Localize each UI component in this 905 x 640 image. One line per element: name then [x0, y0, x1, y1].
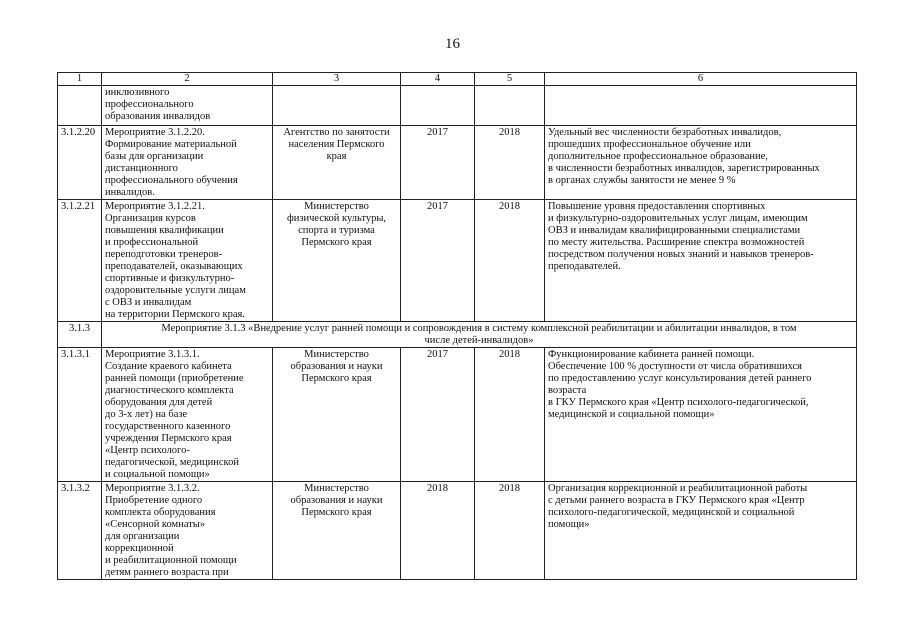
measure-cell: инклюзивного профессионального образования инвалидов [102, 86, 273, 126]
end-year-cell: 2018 [475, 200, 545, 322]
measure-cell: Мероприятие 3.1.2.21. Организация курсов повышения квалификации и профессиональной переподготовки тренеров- преподавателей, оказывающих спортивные и физкультурно- оздоровительные услуги лицам с ОВЗ и инвалидам на территории Пермского края. [102, 200, 273, 322]
end-year-cell: 2018 [475, 126, 545, 200]
executor-cell: Агентство по занятости населения Пермского края [273, 126, 401, 200]
header-col-6: 6 [545, 73, 857, 86]
result-cell: Повышение уровня предоставления спортивных и физкультурно-оздоровительных услуг лицам, имеющим ОВЗ и инвалидам квалифицированными специалистами по месту жительства. Расширение спектра возможностей посредством получения новых знаний и навыков тренеров- преподавателей. [545, 200, 857, 322]
executor-cell: Министерство образования и науки Пермского края [273, 482, 401, 580]
executor-cell: Министерство физической культуры, спорта и туризма Пермского края [273, 200, 401, 322]
row-number [58, 86, 102, 126]
table-row [58, 86, 857, 126]
section-row [58, 322, 857, 348]
end-year-cell [475, 86, 545, 126]
start-year-cell: 2017 [401, 348, 475, 482]
start-year-cell: 2017 [401, 126, 475, 200]
end-year-cell: 2018 [475, 482, 545, 580]
start-year-cell: 2018 [401, 482, 475, 580]
row-number: 3.1.3.2 [58, 482, 102, 580]
measure-cell: Мероприятие 3.1.3.2. Приобретение одного комплекта оборудования «Сенсорной комнаты» для организации коррекционной и реабилитационной помощи детям раннего возраста при [102, 482, 273, 580]
table-row [58, 482, 857, 580]
result-cell: Функционирование кабинета ранней помощи. Обеспечение 100 % доступности от числа обратившихся по предоставлению услуг консультирования детей раннего возраста в ГКУ Пермского края «Центр психолого-педагогической, медицинской и социальной помощи» [545, 348, 857, 482]
executor-cell [273, 86, 401, 126]
measure-cell: Мероприятие 3.1.3.1. Создание краевого кабинета ранней помощи (приобретение диагностического комплекта оборудования для детей до 3-х лет) на базе государственного казенного учреждения Пермского края «Центр психолого- педагогической, медицинской и социальной помощи» [102, 348, 273, 482]
header-col-4: 4 [401, 73, 475, 86]
program-table [57, 72, 857, 580]
header-col-5: 5 [475, 73, 545, 86]
header-col-1: 1 [58, 73, 102, 86]
row-number: 3.1.2.20 [58, 126, 102, 200]
row-number: 3.1.2.21 [58, 200, 102, 322]
measure-cell: Мероприятие 3.1.2.20. Формирование материальной базы для организации дистанционного профессионального обучения инвалидов. [102, 126, 273, 200]
row-number: 3.1.3.1 [58, 348, 102, 482]
table-header-row [58, 73, 857, 86]
result-cell: Удельный вес численности безработных инвалидов, прошедших профессиональное обучение или дополнительное профессиональное образование, в численности безработных инвалидов, зарегистрированных в органах службы занятости не менее 9 % [545, 126, 857, 200]
header-col-2: 2 [102, 73, 273, 86]
start-year-cell [401, 86, 475, 126]
header-col-3: 3 [273, 73, 401, 86]
executor-cell: Министерство образования и науки Пермского края [273, 348, 401, 482]
result-cell: Организация коррекционной и реабилитационной работы с детьми раннего возраста в ГКУ Пермского края «Центр психолого-педагогической, медицинской и социальной помощи» [545, 482, 857, 580]
end-year-cell: 2018 [475, 348, 545, 482]
table-row [58, 200, 857, 322]
section-title: Мероприятие 3.1.3 «Внедрение услуг ранней помощи и сопровождения в систему комплексной реабилитации и абилитации инвалидов, в том числе детей-инвалидов» [102, 322, 857, 348]
result-cell [545, 86, 857, 126]
page-number: 16 [445, 36, 460, 52]
table-row [58, 348, 857, 482]
table-row [58, 126, 857, 200]
start-year-cell: 2017 [401, 200, 475, 322]
section-number: 3.1.3 [58, 322, 102, 348]
